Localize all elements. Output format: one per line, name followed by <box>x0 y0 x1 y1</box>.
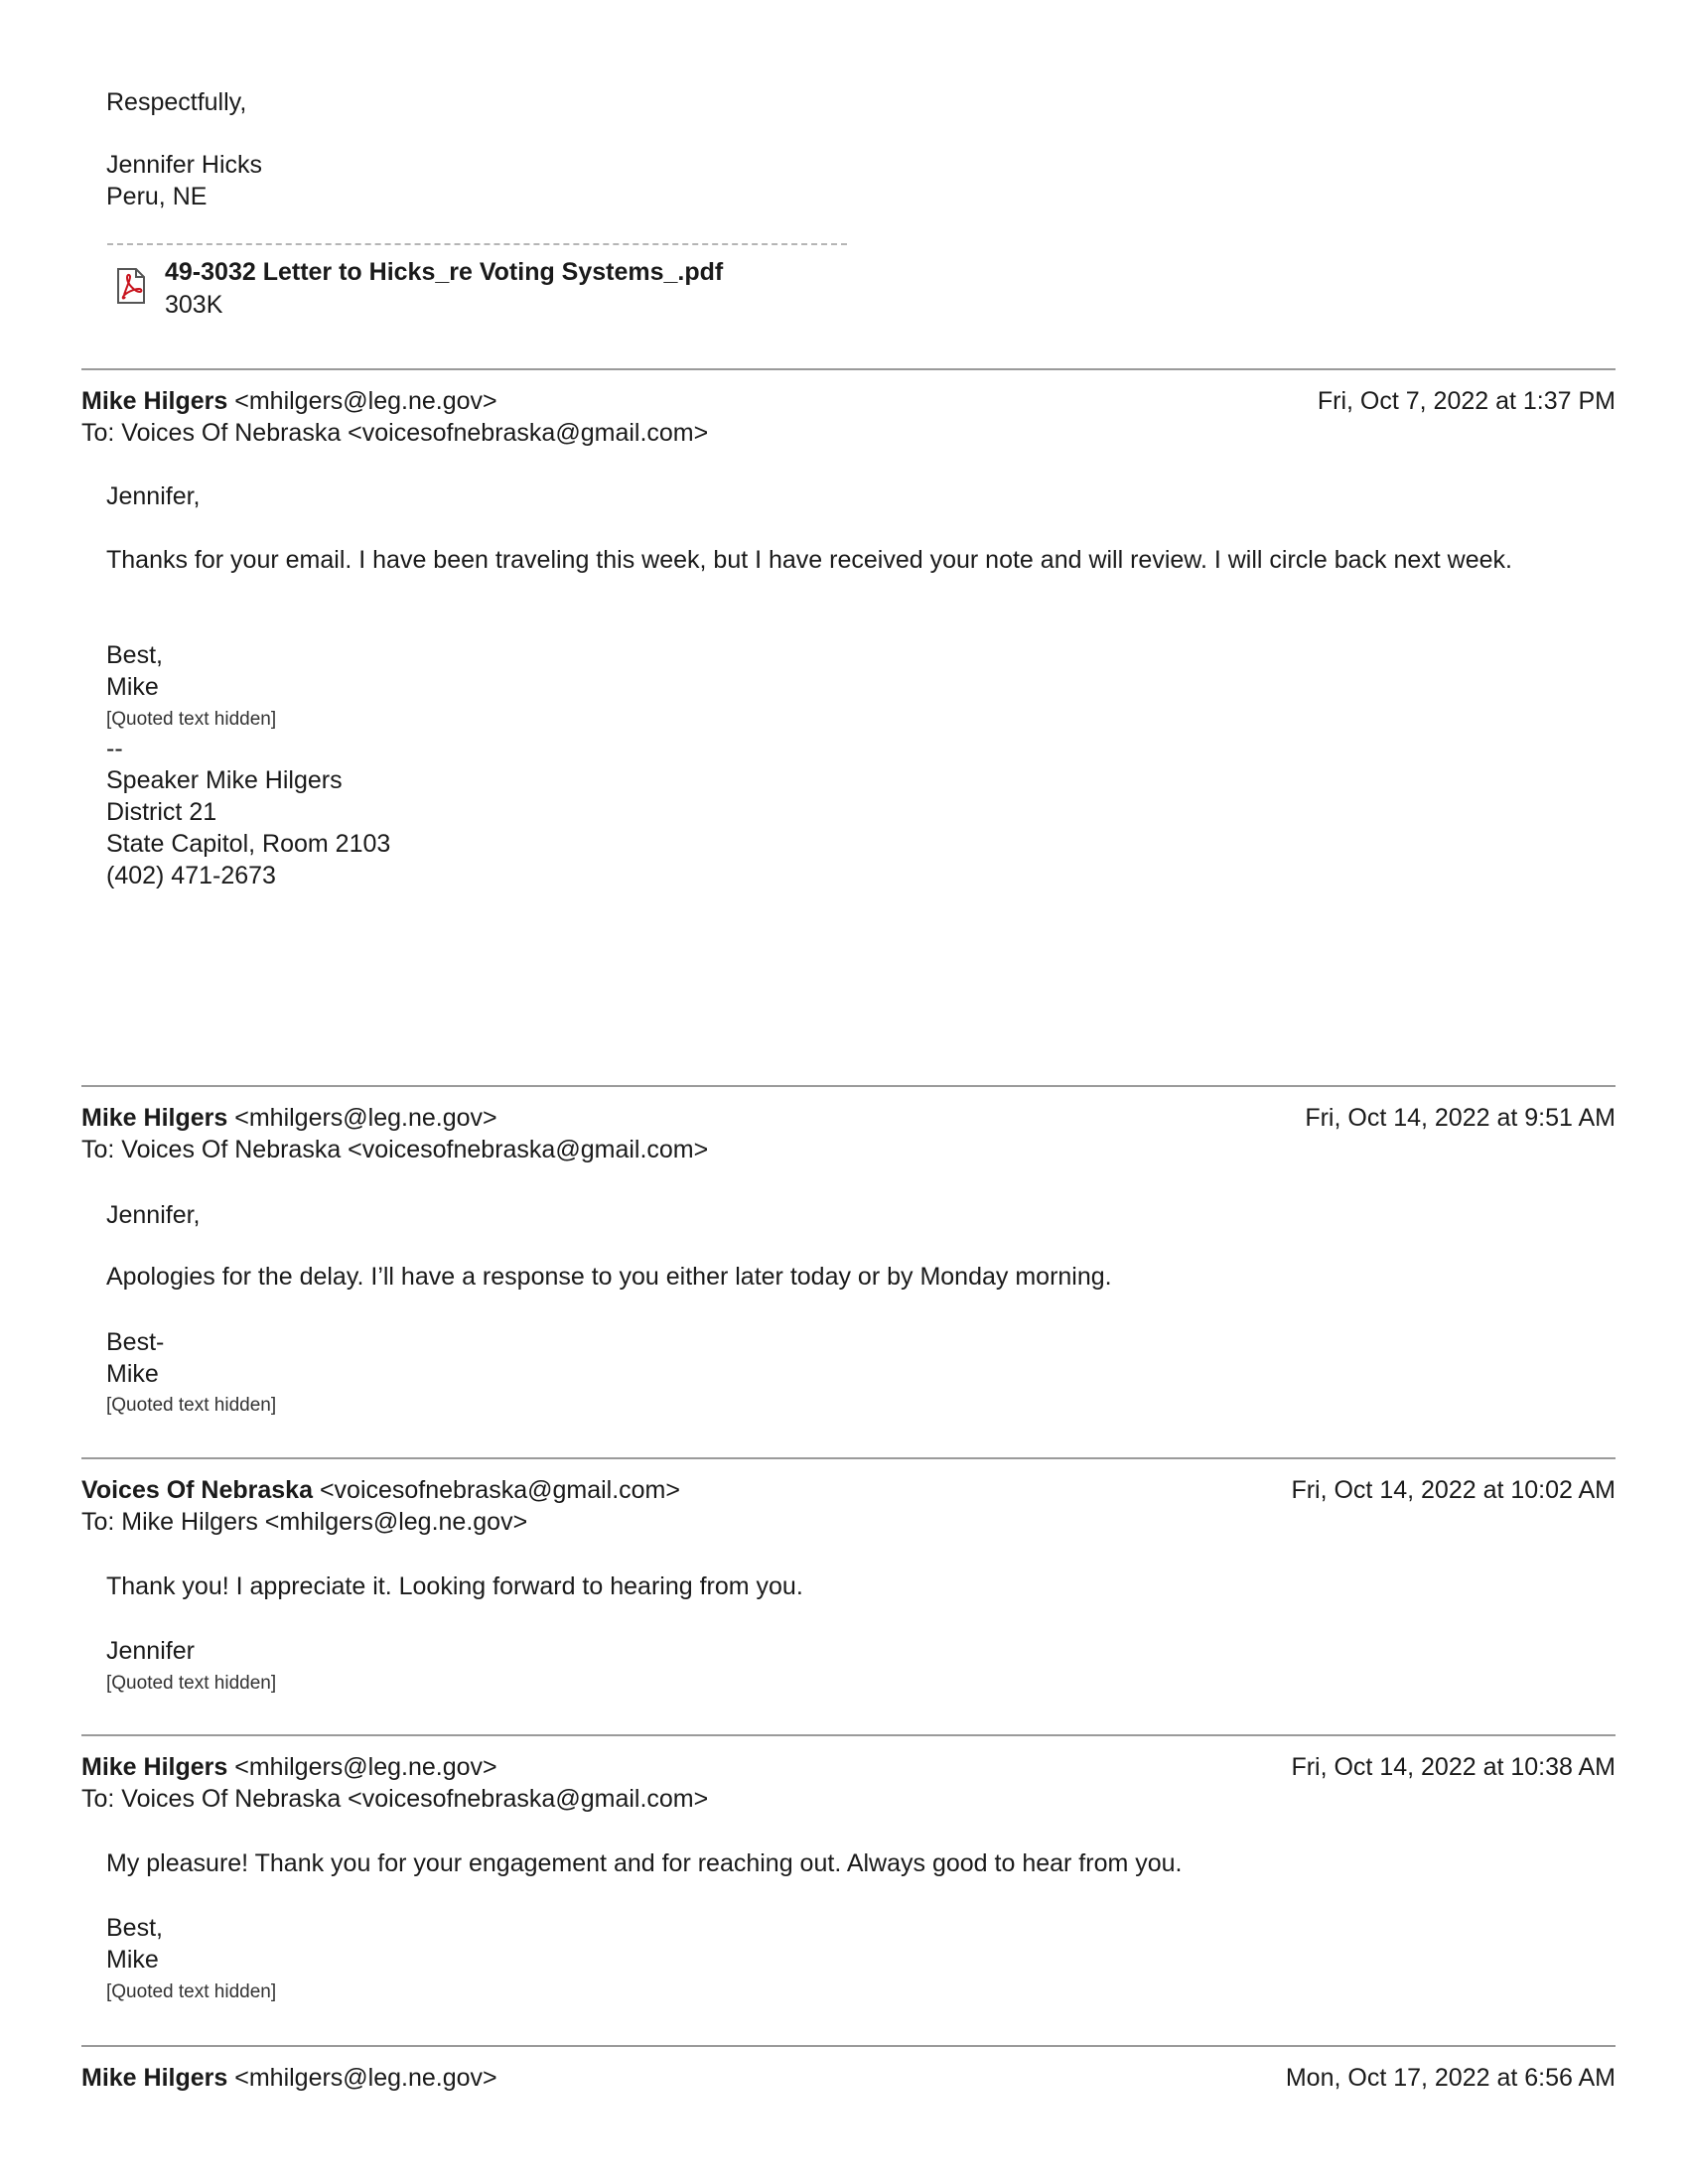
message-body: Thanks for your email. I have been traveling this week, but I have received your note and will review. I will circle back next week. <box>106 546 1512 574</box>
attachment-divider <box>107 243 847 245</box>
message-signature-name: Mike <box>106 1360 159 1388</box>
message-date: Fri, Oct 14, 2022 at 9:51 AM <box>1305 1104 1616 1132</box>
recipient-line: To: Voices Of Nebraska <voicesofnebraska@gmail.com> <box>81 1136 709 1163</box>
message-body: Thank you! I appreciate it. Looking forward to hearing from you. <box>106 1572 803 1600</box>
message-body: My pleasure! Thank you for your engagement and for reaching out. Always good to hear from you. <box>106 1849 1183 1877</box>
sender-name: Mike Hilgers <box>81 2064 228 2092</box>
quoted-text-toggle[interactable]: [Quoted text hidden] <box>106 1395 277 1416</box>
attachment-size: 303K <box>165 291 223 319</box>
sender-name: Mike Hilgers <box>81 1753 228 1781</box>
signature-separator: -- <box>106 735 123 762</box>
sender-name: Mike Hilgers <box>81 387 228 415</box>
message-greeting: Jennifer, <box>106 482 201 510</box>
message-date: Fri, Oct 14, 2022 at 10:02 AM <box>1291 1476 1616 1504</box>
sender-name: Voices Of Nebraska <box>81 1476 313 1504</box>
pdf-file-icon[interactable] <box>115 268 147 304</box>
message-greeting: Jennifer, <box>106 1201 201 1229</box>
message-date: Mon, Oct 17, 2022 at 6:56 AM <box>1285 2064 1616 2092</box>
message-divider <box>81 1734 1616 1736</box>
closing-location: Peru, NE <box>106 183 208 210</box>
sender-email[interactable]: <voicesofnebraska@gmail.com> <box>319 1476 680 1504</box>
recipient-line: To: Voices Of Nebraska <voicesofnebraska@gmail.com> <box>81 419 709 447</box>
signature-line: (402) 471-2673 <box>106 862 276 889</box>
quoted-text-toggle[interactable]: [Quoted text hidden] <box>106 1673 277 1694</box>
message-signoff: Best, <box>106 1914 163 1942</box>
quoted-text-toggle[interactable]: [Quoted text hidden] <box>106 1981 277 2002</box>
message-signature-name: Mike <box>106 1946 159 1974</box>
message-body: Apologies for the delay. I’ll have a response to you either later today or by Monday morning. <box>106 1263 1112 1291</box>
message-header <box>81 2062 1616 2094</box>
recipient-line: To: Mike Hilgers <mhilgers@leg.ne.gov> <box>81 1508 528 1536</box>
message-signoff: Jennifer <box>106 1637 195 1665</box>
message-signature-name: Mike <box>106 673 159 701</box>
sender-email[interactable]: <mhilgers@leg.ne.gov> <box>234 387 497 415</box>
message-divider <box>81 1457 1616 1459</box>
sender-email[interactable]: <mhilgers@leg.ne.gov> <box>234 2064 497 2092</box>
sender-email[interactable]: <mhilgers@leg.ne.gov> <box>234 1753 497 1781</box>
signature-line: Speaker Mike Hilgers <box>106 766 343 794</box>
signature-line: District 21 <box>106 798 217 826</box>
signature-line: State Capitol, Room 2103 <box>106 830 391 858</box>
message-header <box>81 385 1616 417</box>
sender-name: Mike Hilgers <box>81 1104 228 1132</box>
message-date: Fri, Oct 7, 2022 at 1:37 PM <box>1317 387 1616 415</box>
message-header <box>81 1474 1616 1506</box>
quoted-text-toggle[interactable]: [Quoted text hidden] <box>106 709 277 730</box>
message-header <box>81 1102 1616 1134</box>
sender-email[interactable]: <mhilgers@leg.ne.gov> <box>234 1104 497 1132</box>
message-signoff: Best, <box>106 641 163 669</box>
closing-name: Jennifer Hicks <box>106 151 262 179</box>
recipient-line: To: Voices Of Nebraska <voicesofnebraska@gmail.com> <box>81 1785 709 1813</box>
closing-signoff: Respectfully, <box>106 88 247 116</box>
message-divider <box>81 368 1616 370</box>
attachment-filename[interactable]: 49-3032 Letter to Hicks_re Voting Systems_.pdf <box>165 258 724 286</box>
message-signoff: Best- <box>106 1328 165 1356</box>
message-divider <box>81 2045 1616 2047</box>
message-divider <box>81 1085 1616 1087</box>
message-date: Fri, Oct 14, 2022 at 10:38 AM <box>1291 1753 1616 1781</box>
message-header <box>81 1751 1616 1783</box>
